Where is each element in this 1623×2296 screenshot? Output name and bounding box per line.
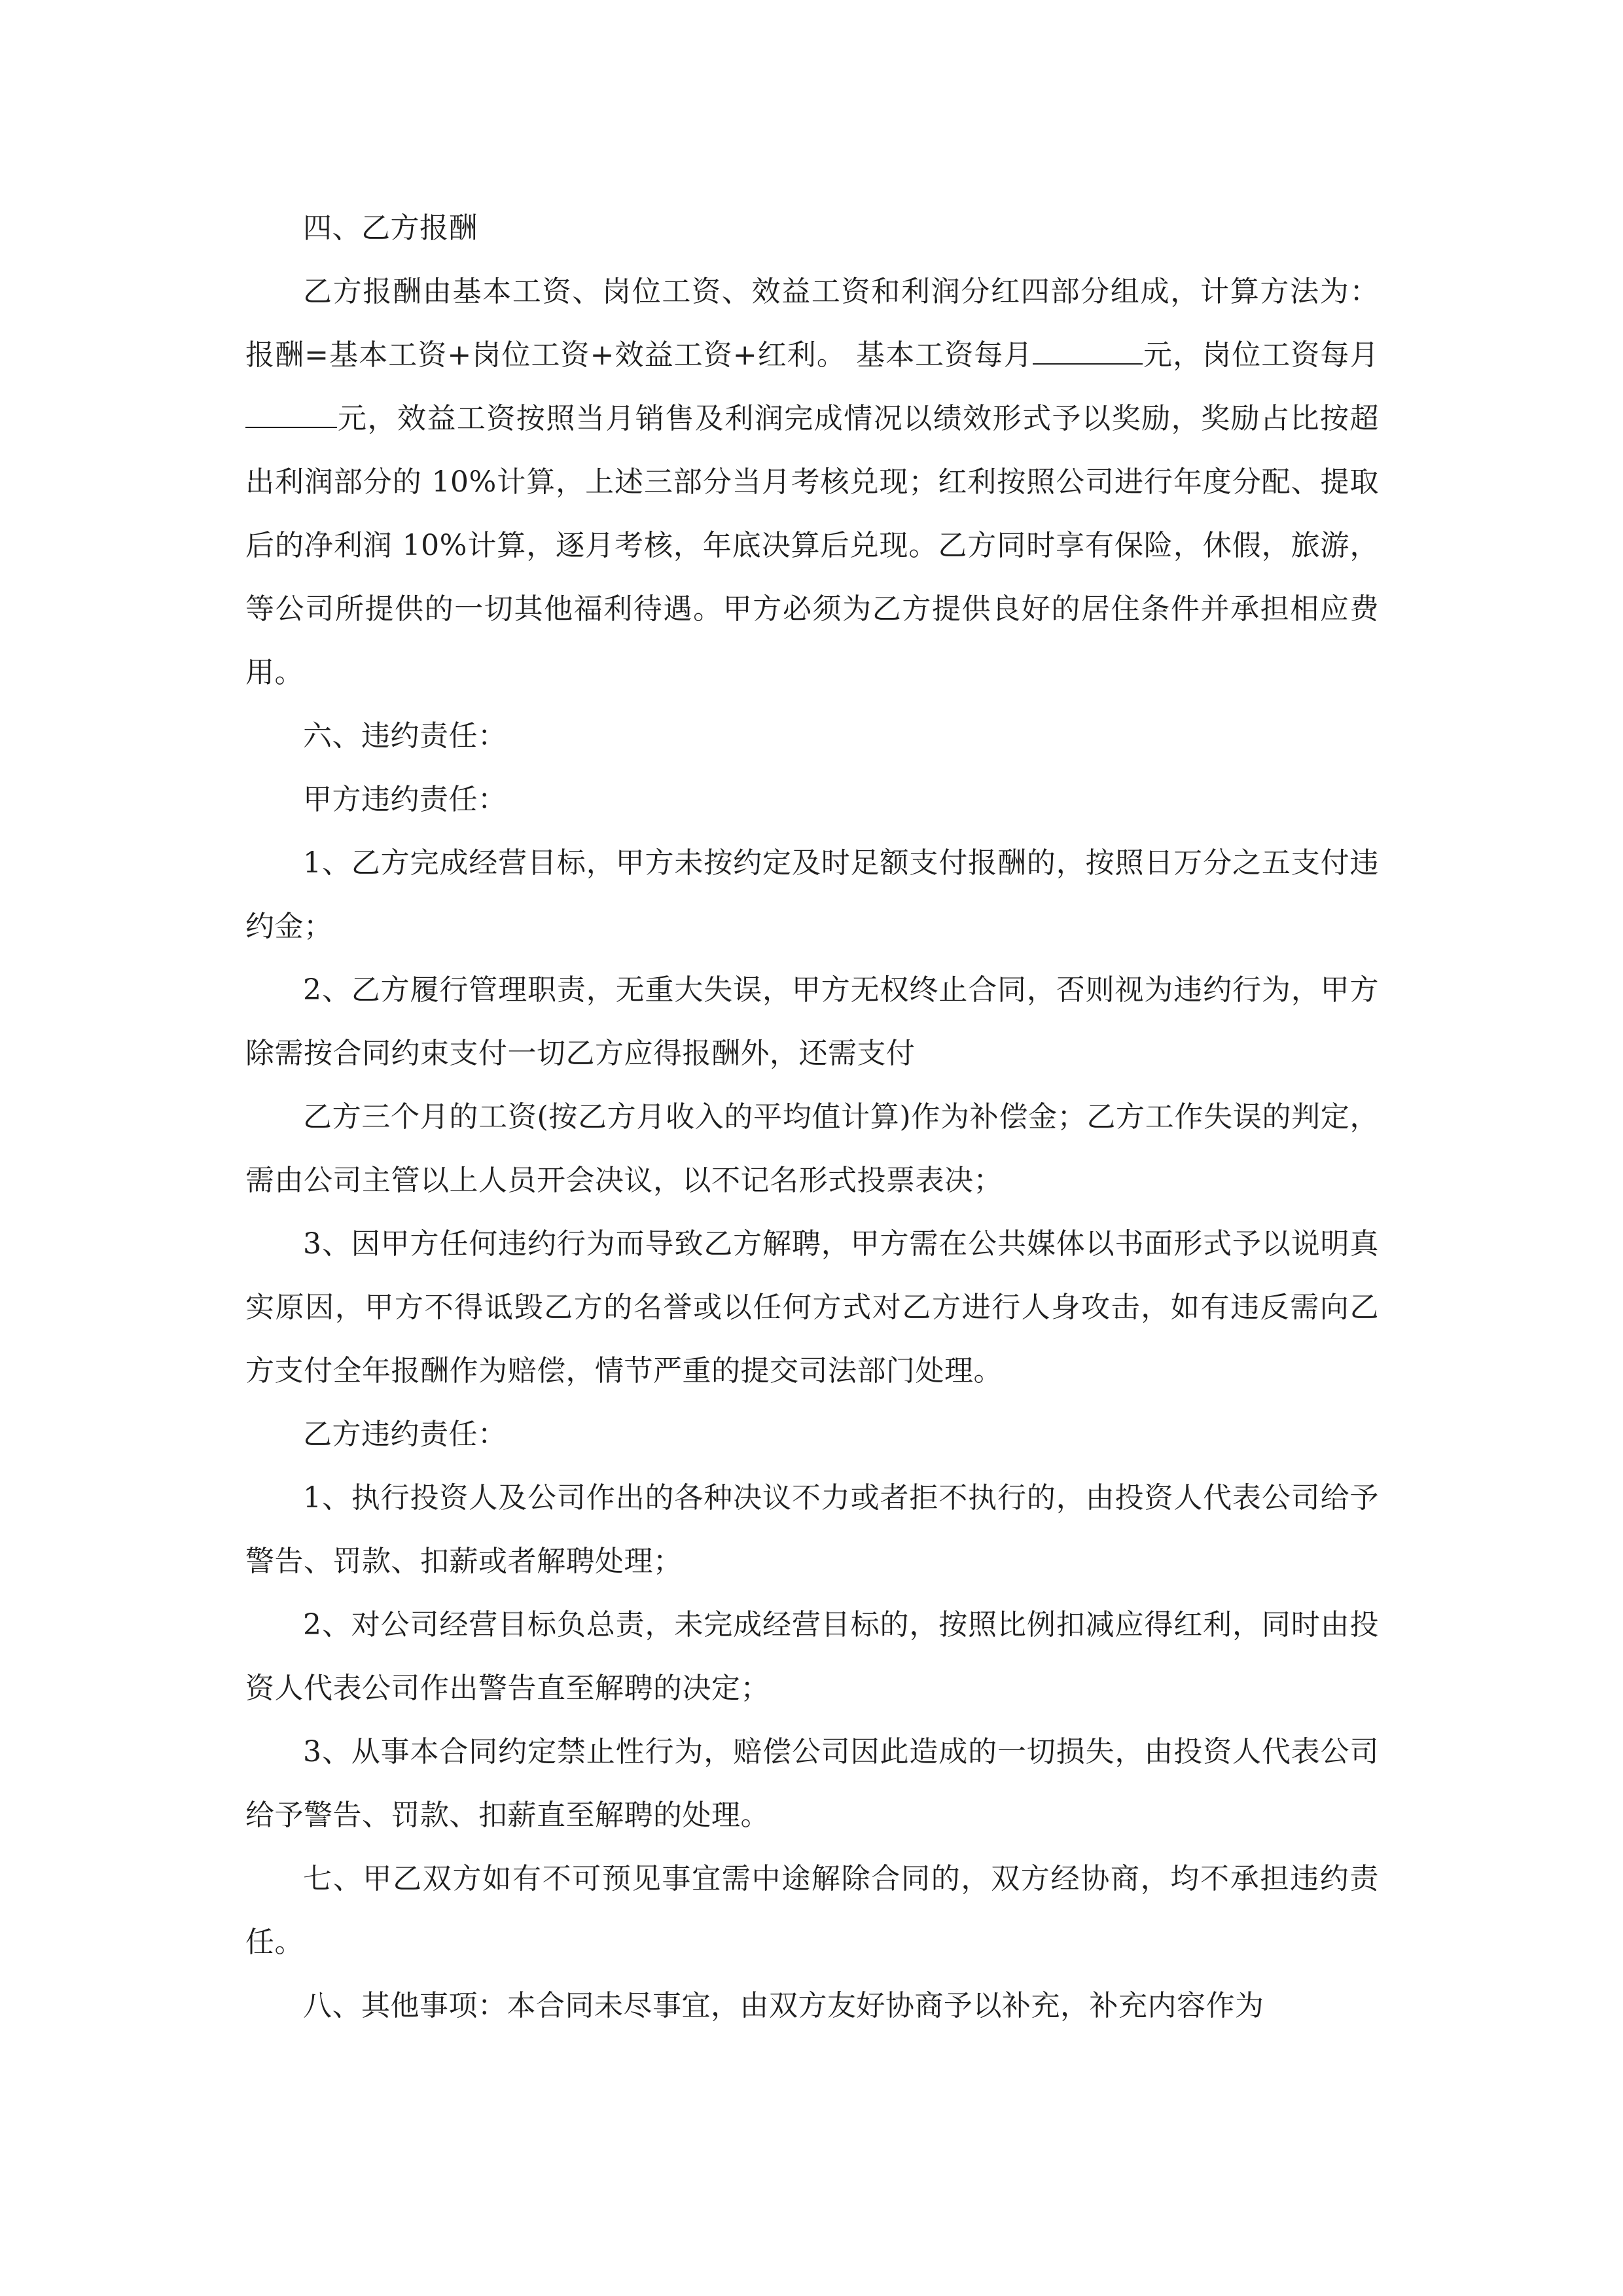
party-b-item-2: 2、对公司经营目标负总责，未完成经营目标的，按照比例扣减应得红利，同时由投资人代表公司作出警告直至解聘的决定； (245, 1608, 1379, 1705)
party-a-item-3: 3、因甲方任何违约行为而导致乙方解聘，甲方需在公共媒体以书面形式予以说明真实原因，甲方不得诋毁乙方的名誉或以任何方式对乙方进行人身攻击，如有违反需向乙方支付全年报酬作为赔偿，情节严重的提交司法部门处理。 (245, 1227, 1379, 1388)
remuneration-text-part-1: 乙方报酬由基本工资、岗位工资、效益工资和利润分红四部分组成，计算方法为：报酬=基本工资+岗位工资+效益工资+红利。 基本工资每月 (245, 275, 1379, 372)
party-b-breach-title: 乙方违约责任： (303, 1418, 507, 1451)
section-6-title: 六、违约责任： (303, 719, 507, 753)
section-7: 七、甲乙双方如有不可预见事宜需中途解除合同的，双方经协商，均不承担违约责任。 (245, 1862, 1379, 1959)
party-a-item-1: 1、乙方完成经营目标，甲方未按约定及时足额支付报酬的，按照日万分之五支付违约金； (245, 846, 1379, 943)
section-8: 八、其他事项：本合同未尽事宜，由双方友好协商予以补充，补充内容作为 (303, 1989, 1264, 2022)
remuneration-text-part-2: 元，岗位工资每月 (1143, 338, 1380, 372)
section-4-title: 四、乙方报酬 (303, 211, 478, 245)
party-a-item-2: 2、乙方履行管理职责，无重大失误，甲方无权终止合同，否则视为违约行为，甲方除需按合同约束支付一切乙方应得报酬外，还需支付 (245, 973, 1379, 1070)
section-4-paragraph (245, 260, 1379, 704)
remuneration-text-part-3: 元，效益工资按照当月销售及利润完成情况以绩效形式予以奖励，奖励占比按超出利润部分的 10%计算，上述三部分当月考核兑现；红利按照公司进行年度分配、提取后的净利润 10%计算，逐月考核，年底决算后兑现。乙方同时享有保险，休假，旅游，等公司所提供的一切其他福利待遇。甲方必须为乙方提供良好的居住条件并承担相应费用。 (245, 402, 1379, 689)
party-b-item-3: 3、从事本合同约定禁止性行为，赔偿公司因此造成的一切损失，由投资人代表公司给予警告、罚款、扣薪直至解聘的处理。 (245, 1735, 1379, 1832)
position-salary-blank (245, 401, 337, 428)
party-b-item-1: 1、执行投资人及公司作出的各种决议不力或者拒不执行的，由投资人代表公司给予警告、罚款、扣薪或者解聘处理； (245, 1481, 1379, 1578)
party-a-breach-title: 甲方违约责任： (303, 783, 507, 816)
party-a-item-2-continued: 乙方三个月的工资(按乙方月收入的平均值计算)作为补偿金；乙方工作失误的判定，需由公司主管以上人员开会决议，以不记名形式投票表决； (245, 1100, 1379, 1197)
base-salary-blank (1033, 337, 1143, 365)
document-page (245, 196, 1379, 2037)
